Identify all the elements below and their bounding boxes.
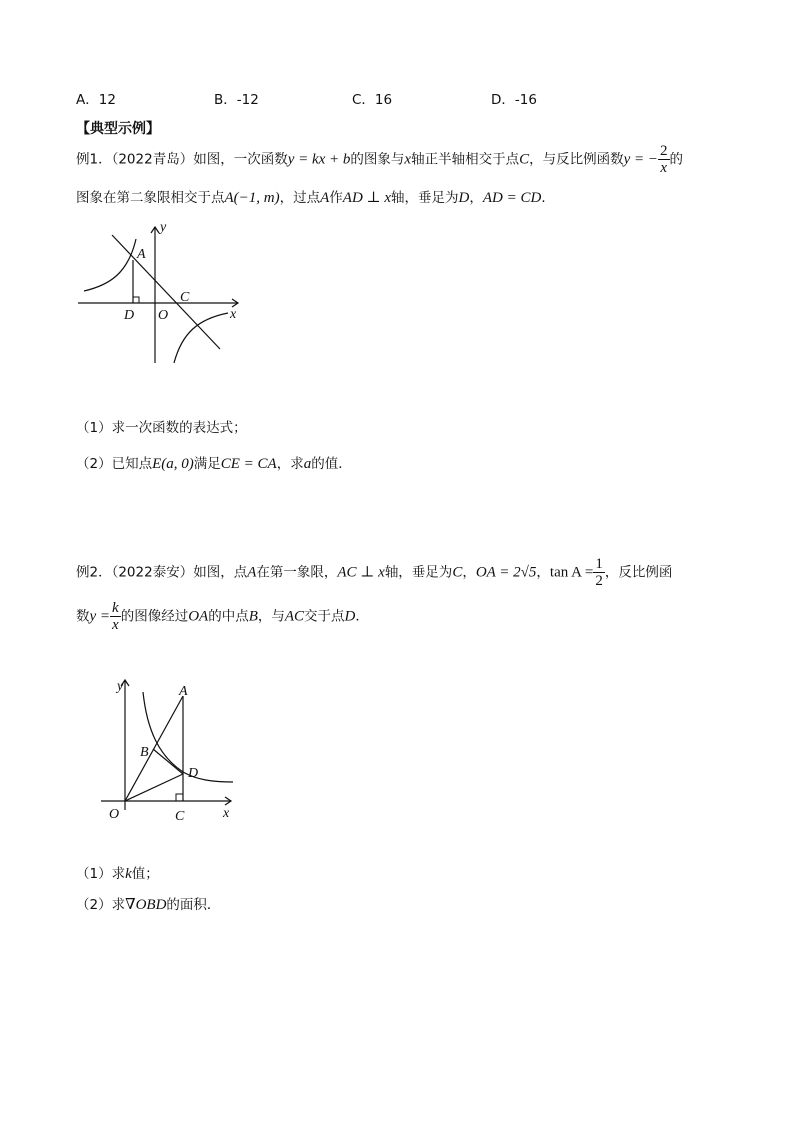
- segment-od: [125, 774, 183, 801]
- ex2-q2-text: 的面积．: [166, 897, 221, 913]
- ex1-q2-text: （2）已知点: [76, 456, 153, 472]
- ex2-text: 轴，垂足为: [384, 564, 453, 581]
- ex1-text: ，过点: [279, 190, 321, 206]
- ex1-q2-eq: CE = CA: [220, 456, 277, 472]
- ex2-text: 交于点: [304, 608, 345, 625]
- ex2-var-d: D: [344, 608, 356, 625]
- ex1-text: 的: [669, 151, 684, 168]
- ex2-line2: [76, 600, 369, 633]
- ex1-line2: [76, 186, 555, 207]
- ex2-text: ，与: [257, 608, 285, 625]
- option-d: D．-16: [491, 92, 537, 108]
- ex2-text: 在第一象限，: [256, 564, 338, 581]
- ex2-line1: [76, 556, 672, 589]
- label-y: y: [117, 679, 124, 694]
- segment-oa: [125, 696, 183, 801]
- ex2-q2-triangle: ∇OBD: [125, 897, 167, 913]
- ex2-text: ．: [355, 608, 369, 625]
- label-a: A: [137, 247, 146, 262]
- ex2-text: 数: [76, 608, 90, 625]
- label-d: D: [188, 766, 199, 781]
- hyperbola-branch-right: [174, 313, 228, 363]
- ex1-var-c: C: [519, 151, 530, 168]
- ex2-var-b: B: [248, 608, 258, 625]
- label-o: O: [109, 807, 120, 822]
- ex2-ac-ref: AC: [284, 608, 305, 625]
- ex1-q2: [76, 452, 352, 473]
- ex1-label: 例1．（2022青岛）如图，一次函数: [76, 151, 288, 168]
- ex2-var-a: A: [247, 564, 257, 581]
- ex1-var-d: D: [458, 190, 470, 206]
- ex2-k-den: x: [112, 617, 119, 633]
- ex1-q2-text: ，求: [276, 456, 304, 472]
- ex2-oa-ref: OA: [188, 608, 209, 625]
- ex1-text: ，: [469, 190, 483, 206]
- ex1-perp: AD ⊥ x: [342, 190, 392, 206]
- ex2-q1-text: （1）求: [76, 866, 126, 882]
- right-angle-mark: [176, 794, 183, 801]
- ex1-figure: [70, 215, 260, 375]
- ex2-label: 例2．（2022泰安）如图，点: [76, 564, 248, 581]
- label-x: x: [230, 307, 237, 322]
- ex1-q2-text: 的值．: [311, 456, 352, 472]
- ex2-frac-num: 1: [595, 556, 603, 572]
- ex1-text: 图象在第二象限相交于点: [76, 190, 225, 206]
- label-c: C: [175, 809, 185, 824]
- ex2-text: ，反比例函: [604, 564, 673, 581]
- ex1-q2-var-a: a: [303, 456, 312, 472]
- ex1-line1: [76, 143, 683, 176]
- label-o: O: [158, 308, 169, 323]
- label-d: D: [124, 308, 135, 323]
- ex2-q1-text: 值；: [131, 866, 159, 882]
- ex1-var-x: x: [404, 151, 412, 168]
- label-a: A: [179, 684, 188, 699]
- ex1-eq-line: y = kx + b: [287, 151, 351, 168]
- ex2-q1-var-k: k: [125, 866, 132, 882]
- ex2-q1: [76, 862, 159, 883]
- segment-bd: [153, 749, 183, 774]
- ex2-k-num: k: [112, 600, 119, 616]
- ex1-text: 作: [329, 190, 343, 206]
- ex1-text: 轴正半轴相交于点: [411, 151, 520, 168]
- ex1-point-a: A(−1, m): [224, 190, 280, 206]
- ex2-q2-text: （2）求: [76, 897, 126, 913]
- ex2-text: ，: [536, 564, 550, 581]
- linear-function-line: [112, 235, 220, 349]
- option-b: B．-12: [214, 92, 259, 108]
- ex2-perp: AC ⊥ x: [337, 564, 385, 581]
- ex1-q2-text: 满足: [193, 456, 221, 472]
- section-title: 【典型示例】: [76, 121, 160, 137]
- option-a: A．12: [76, 92, 116, 108]
- ex2-tan-a: tan A =: [549, 564, 594, 581]
- ex2-text: 的图像经过: [120, 608, 189, 625]
- ex1-frac-den: x: [660, 160, 668, 176]
- ex1-eq-ad-cd: AD = CD: [482, 190, 542, 206]
- ex1-text: ，与反比例函数: [529, 151, 624, 168]
- label-c: C: [180, 290, 190, 305]
- ex1-text: 的图象与: [350, 151, 405, 168]
- right-angle-mark: [133, 297, 139, 303]
- ex1-text: 轴，垂足为: [391, 190, 459, 206]
- ex1-q1: （1）求一次函数的表达式；: [76, 420, 247, 436]
- ex2-text: ，: [462, 564, 476, 581]
- ex1-eq-y: y = −: [623, 151, 659, 168]
- ex2-var-c: C: [452, 564, 463, 581]
- ex2-fraction-k: [110, 600, 121, 633]
- ex2-oa: OA = 2√5: [475, 564, 537, 581]
- option-c: C．16: [352, 92, 393, 108]
- ex2-q2: [76, 893, 220, 914]
- hyperbola-branch-left: [84, 239, 136, 291]
- ex2-fraction-half: [593, 556, 605, 589]
- label-x: x: [223, 806, 230, 821]
- ex1-text: ．: [541, 190, 555, 206]
- ex2-eq-y: y =: [89, 608, 111, 625]
- ex2-figure: [95, 670, 255, 830]
- ex1-var-a: A: [320, 190, 330, 206]
- ex1-frac-num: 2: [660, 143, 668, 159]
- ex1-q2-point-e: E(a, 0): [152, 456, 194, 472]
- label-y: y: [160, 220, 167, 235]
- ex2-text: 的中点: [208, 608, 249, 625]
- ex1-fraction: [658, 143, 670, 176]
- label-b: B: [140, 745, 149, 760]
- ex2-frac-den: 2: [595, 573, 603, 589]
